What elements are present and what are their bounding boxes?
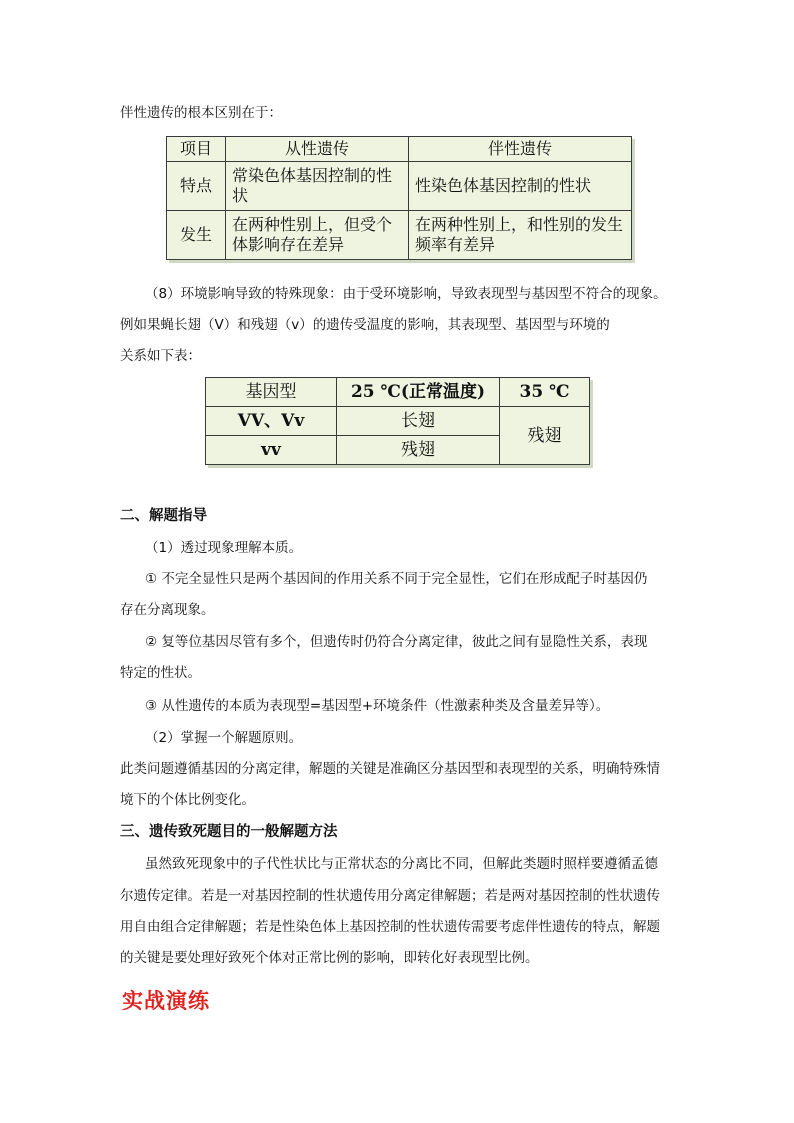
table-cell: 在两种性别上，和性别的发生频率有差异 [409,211,632,260]
table-row [167,211,632,260]
table-row [206,407,590,436]
table-header-row [206,378,590,407]
section2-title: 二、解题指导 [120,508,207,524]
section2-p2b: 存在分离现象。 [120,602,215,618]
para8-line3: 关系如下表： [120,348,201,364]
section3-title: 三、遗传致死题目的一般解题方法 [120,824,338,840]
table-header-row [167,137,632,162]
table-cell: 发生 [167,211,226,260]
section2-p6b: 境下的个体比例变化。 [120,792,255,808]
section2-p3b: 特定的性状。 [120,665,201,681]
comparison-table [166,136,632,260]
table-header-cell: 从性遗传 [226,137,409,162]
table-header-cell: 伴性遗传 [409,137,632,162]
section2-p6a: 此类问题遵循基因的分离定律，解题的关键是准确区分基因型和表现型的关系，明确特殊情 [120,761,660,777]
para8-line1: （8）环境影响导致的特殊现象：由于受环境影响，导致表现型与基因型不符合的现象。 [145,286,667,302]
table-cell: vv [206,436,337,465]
table-header-cell: 35 ℃ [500,378,590,407]
table-cell: 在两种性别上，但受个体影响存在差异 [226,211,409,260]
para8-line2: 例如果蝇长翅（V）和残翅（v）的遗传受温度的影响，其表现型、基因型与环境的 [120,317,610,333]
section3-l2: 尔遗传定律。若是一对基因控制的性状遗传用分离定律解题；若是两对基因控制的性状遗传 [120,888,660,904]
table-cell: 常染色体基因控制的性状 [226,162,409,211]
temperature-table [205,377,590,465]
section2-p1: （1）透过现象理解本质。 [145,540,303,556]
table-cell: 长翅 [337,407,500,436]
table-cell: VV、Vv [206,407,337,436]
section2-p2a: ① 不完全显性只是两个基因间的作用关系不同于完全显性，它们在形成配子时基因仍 [145,571,648,587]
table-cell: 特点 [167,162,226,211]
table-cell: 性染色体基因控制的性状 [409,162,632,211]
section2-p4: ③ 从性遗传的本质为表现型=基因型+环境条件（性激素种类及含量差异等）。 [145,698,610,714]
intro-text: 伴性遗传的根本区别在于： [120,105,282,121]
section3-l3: 用自由组合定律解题；若是性染色体上基因控制的性状遗传需要考虑伴性遗传的特点，解题 [120,919,660,935]
table-cell-merged: 残翅 [500,407,590,465]
table-header-cell: 项目 [167,137,226,162]
table-header-cell: 25 ℃(正常温度) [337,378,500,407]
section2-p3a: ② 复等位基因尽管有多个，但遗传时仍符合分离定律，彼此之间有显隐性关系，表现 [145,634,648,650]
section3-l1: 虽然致死现象中的子代性状比与正常状态的分离比不同，但解此类题时照样要遵循孟德 [145,856,658,872]
table-row [167,162,632,211]
table-cell: 残翅 [337,436,500,465]
table-header-cell: 基因型 [206,378,337,407]
section2-p5: （2）掌握一个解题原则。 [145,730,303,746]
section3-l4: 的关键是要处理好致死个体对正常比例的影响，即转化好表现型比例。 [120,950,539,966]
practice-banner: 实战演练 [122,989,210,1013]
